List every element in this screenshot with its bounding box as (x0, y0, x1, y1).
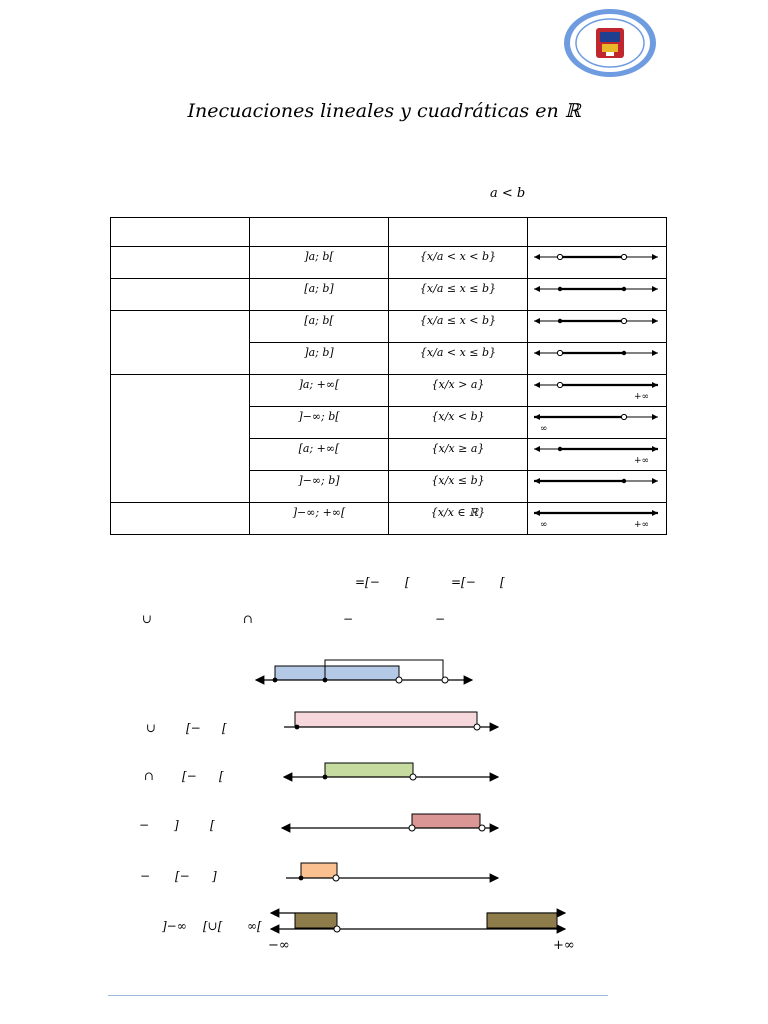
header-cell (111, 218, 250, 247)
header-cell (528, 218, 667, 247)
union-label: [ (222, 721, 227, 735)
closed-endpoint (558, 319, 562, 323)
set-builder-cell: {x/x ≤ b} (389, 471, 528, 503)
closed-endpoint (558, 447, 562, 451)
difference-b-label: [− (175, 869, 190, 883)
open-endpoint (621, 318, 626, 323)
set-builder-cell: {x/a < x < b} (389, 247, 528, 279)
arrow-right-icon (652, 318, 658, 324)
set-builder-cell: {x/x > a} (389, 375, 528, 407)
table-header-row (111, 218, 667, 247)
arrow-right-icon (652, 254, 658, 260)
header-cell (250, 218, 389, 247)
intersection-label: ∩ (144, 769, 155, 783)
interval-type-cell (111, 279, 250, 311)
number-line (534, 382, 658, 402)
number-line-cell (528, 343, 667, 375)
set-builder-cell: {x/x < b} (389, 407, 528, 439)
intervals-table (110, 217, 667, 535)
open-endpoint (557, 382, 562, 387)
interval-notation-cell: [a; b] (250, 279, 389, 311)
table-row (111, 279, 667, 311)
set-b-def-fragment: [ (500, 575, 505, 589)
set-builder-cell: {x/x ∈ ℝ} (389, 503, 528, 535)
interval-notation-cell: ]−∞; b] (250, 471, 389, 503)
number-line-cell (528, 247, 667, 279)
difference-b-minus-a-line (286, 863, 498, 881)
interval-type-cell (111, 503, 250, 535)
difference-symbol: − (435, 612, 446, 626)
arrow-right-icon (652, 350, 658, 356)
footer-rule (108, 995, 608, 996)
union-label: ∪ (146, 721, 157, 735)
interval-notation-cell: [a; +∞[ (250, 439, 389, 471)
intersection-label: [− (182, 769, 197, 783)
left-infinity-label: ∞ (540, 520, 548, 530)
table-row (111, 375, 667, 407)
right-infinity-label: +∞ (634, 520, 650, 530)
university-seal-logo (562, 8, 658, 78)
number-line-cell (528, 375, 667, 407)
number-line (534, 478, 658, 484)
difference-a-label: [ (210, 818, 215, 832)
arrow-right-icon (652, 478, 658, 484)
number-line (534, 254, 658, 260)
set-a-def-fragment: [ (405, 575, 410, 589)
right-infinity-label: +∞ (634, 392, 650, 402)
number-line-cell (528, 407, 667, 439)
number-line-cell (528, 311, 667, 343)
plus-infinity-label: +∞ (553, 938, 575, 953)
set-b-def-fragment: =[− (451, 575, 476, 589)
interval-type-cell (111, 375, 250, 503)
symmetric-difference-line (271, 913, 565, 932)
closed-endpoint (622, 351, 626, 355)
interval-notation-cell: ]a; +∞[ (250, 375, 389, 407)
symmetric-difference-label: ]−∞ (162, 919, 187, 933)
header-cell (389, 218, 528, 247)
interval-notation-cell: ]−∞; b[ (250, 407, 389, 439)
set-builder-cell: {x/a ≤ x ≤ b} (389, 279, 528, 311)
set-operations-diagram (240, 652, 580, 962)
open-endpoint (557, 254, 562, 259)
closed-endpoint (558, 287, 562, 291)
arrow-right-icon (652, 414, 658, 420)
set-builder-cell: {x/a < x ≤ b} (389, 343, 528, 375)
left-infinity-label: ∞ (540, 424, 548, 434)
union-line (284, 712, 498, 730)
arrow-left-icon (534, 254, 540, 260)
closed-endpoint (622, 287, 626, 291)
difference-b-label: ] (212, 869, 217, 883)
symmetric-difference-label: ∞[ (247, 919, 262, 933)
interval-notation-cell: ]a; b] (250, 343, 389, 375)
symmetric-difference-label: [∪[ (203, 919, 223, 933)
union-symbol: ∪ (142, 612, 153, 626)
number-line (534, 350, 658, 356)
open-endpoint (621, 254, 626, 259)
difference-a-label: − (139, 818, 150, 832)
difference-symbol: − (343, 612, 354, 626)
difference-a-label: ] (174, 818, 179, 832)
number-line-cell (528, 439, 667, 471)
difference-b-label: − (140, 869, 151, 883)
right-infinity-label: +∞ (634, 456, 650, 466)
arrow-right-icon (652, 286, 658, 292)
set-builder-cell: {x/a ≤ x < b} (389, 311, 528, 343)
open-endpoint (621, 414, 626, 419)
set-builder-cell: {x/x ≥ a} (389, 439, 528, 471)
sets-a-b-line (256, 660, 472, 683)
interval-notation-cell: ]a; b[ (250, 247, 389, 279)
arrow-left-icon (534, 382, 540, 388)
number-line (534, 318, 658, 324)
number-line-cell (528, 471, 667, 503)
intersection-symbol: ∩ (243, 612, 254, 626)
number-line (534, 510, 658, 530)
open-endpoint (557, 350, 562, 355)
table-row (111, 311, 667, 343)
number-line (534, 446, 658, 466)
arrow-left-icon (534, 318, 540, 324)
set-a-def-fragment: =[− (355, 575, 380, 589)
number-line-cell (528, 503, 667, 535)
closed-endpoint (622, 479, 626, 483)
difference-a-minus-b-line (282, 814, 498, 831)
interval-notation-cell: [a; b[ (250, 311, 389, 343)
intersection-label: [ (219, 769, 224, 783)
table-row (111, 503, 667, 535)
arrow-left-icon (534, 286, 540, 292)
interval-notation-cell: ]−∞; +∞[ (250, 503, 389, 535)
number-line-cell (528, 279, 667, 311)
interval-type-cell (111, 247, 250, 279)
number-line (534, 286, 658, 292)
page-title: Inecuaciones lineales y cuadráticas en ℝ (187, 100, 581, 122)
number-line (534, 414, 658, 434)
union-label: [− (186, 721, 201, 735)
arrow-left-icon (534, 446, 540, 452)
arrow-left-icon (534, 350, 540, 356)
condition-a-less-b: a < b (490, 186, 526, 201)
intersection-line (284, 763, 498, 780)
table-row (111, 247, 667, 279)
interval-type-cell (111, 311, 250, 375)
minus-infinity-label: −∞ (268, 938, 290, 953)
